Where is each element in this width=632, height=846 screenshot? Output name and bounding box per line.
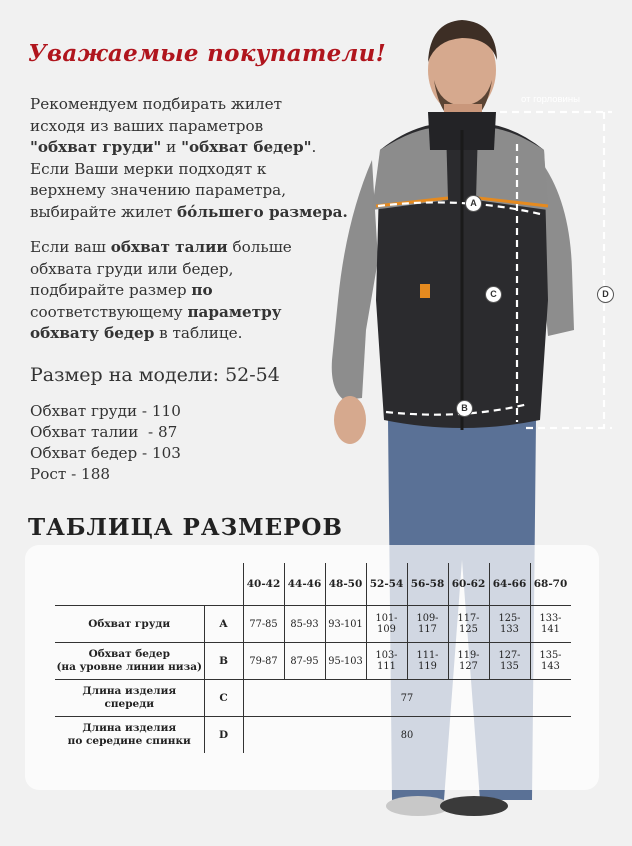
measurement-waist: Обхват талии - 87: [30, 423, 178, 441]
neck-label: от горловины: [521, 94, 580, 105]
header-empty: [55, 563, 204, 606]
row-param: Длина изделия по середине спинки: [55, 717, 204, 754]
table-cell: 119-127: [448, 643, 489, 680]
table-cell: 77: [243, 680, 571, 717]
size-header: 44-46: [284, 563, 325, 606]
intro-line: Если Ваши мерки подходят к: [30, 159, 267, 178]
size-header: 56-58: [407, 563, 448, 606]
size-table-title: ТАБЛИЦА РАЗМЕРОВ: [28, 514, 343, 541]
waist-text: Если ваш: [30, 238, 111, 256]
table-cell: 77-85: [243, 606, 284, 643]
intro-paragraph: [30, 94, 360, 223]
row-letter: B: [204, 643, 243, 680]
waist-bold: обхвату бедер: [30, 324, 155, 342]
table-cell: 109-117: [407, 606, 448, 643]
waist-bold: по: [191, 281, 213, 299]
table-cell: 80: [243, 717, 571, 754]
size-header: 64-66: [489, 563, 530, 606]
waist-bold: параметру: [187, 302, 282, 321]
bigger-size: бóльшего размера.: [176, 202, 348, 221]
waist-line: обхвата груди или бедер,: [30, 259, 234, 278]
table-cell: 127-135: [489, 643, 530, 680]
waist-paragraph: [30, 237, 340, 345]
waist-line: [30, 237, 340, 259]
table-cell: 135-143: [530, 643, 571, 680]
measurement-hips: Обхват бедер - 103: [30, 444, 181, 462]
marker-d: D: [597, 286, 614, 303]
size-header: 60-62: [448, 563, 489, 606]
row-param: Обхват груди: [55, 606, 204, 643]
row-letter: A: [204, 606, 243, 643]
table-row-chest: [55, 606, 571, 643]
table-cell: 111-119: [407, 643, 448, 680]
table-cell: 93-101: [325, 606, 366, 643]
waist-param: обхват талии: [110, 238, 228, 256]
size-header: 52-54: [366, 563, 407, 606]
table-cell: 85-93: [284, 606, 325, 643]
hip-param: "обхват бедер": [181, 138, 312, 156]
waist-text: подбирайте размер: [30, 281, 192, 299]
row-letter: C: [204, 680, 243, 717]
waist-line: [30, 280, 340, 302]
model-measurements: [30, 401, 181, 485]
waist-line: [30, 323, 340, 345]
size-header: 68-70: [530, 563, 571, 606]
row-letter: D: [204, 717, 243, 754]
table-row-hips: [55, 643, 571, 680]
table-row-front-length: [55, 680, 571, 717]
table-cell: 95-103: [325, 643, 366, 680]
table-cell: 87-95: [284, 643, 325, 680]
table-cell: 101-109: [366, 606, 407, 643]
conjunction: и: [161, 138, 182, 156]
intro-line: исходя из ваших параметров: [30, 116, 264, 135]
table-cell: 133-141: [530, 606, 571, 643]
marker-a: A: [465, 195, 482, 212]
waist-line: [30, 302, 340, 324]
size-header: 48-50: [325, 563, 366, 606]
intro-line: верхнему значению параметра,: [30, 181, 287, 199]
marker-b: B: [456, 400, 473, 417]
table-cell: 125-133: [489, 606, 530, 643]
page-heading: Уважаемые покупатели!: [28, 40, 387, 67]
row-param: Длина изделия спереди: [55, 680, 204, 717]
table-cell: 117-125: [448, 606, 489, 643]
chest-param: "обхват груди": [30, 138, 162, 156]
intro-line: [30, 202, 360, 224]
table-cell: 103-111: [366, 643, 407, 680]
marker-c: C: [485, 286, 502, 303]
header-empty: [204, 563, 243, 606]
row-param: Обхват бедер (на уровне линии низа): [55, 643, 204, 680]
table-cell: 79-87: [243, 643, 284, 680]
waist-text: в таблице.: [154, 324, 243, 342]
measurement-chest: Обхват груди - 110: [30, 402, 181, 420]
intro-text: выбирайте жилет: [30, 202, 177, 221]
table-row-back-length: [55, 717, 571, 754]
size-table: [55, 563, 571, 753]
intro-line: [30, 137, 360, 159]
size-header: 40-42: [243, 563, 284, 606]
waist-text: соответствующему: [30, 302, 188, 321]
waist-text: больше: [227, 238, 292, 256]
measurement-height: Рост - 188: [30, 465, 111, 483]
period: .: [311, 138, 317, 156]
model-size: Размер на модели: 52-54: [30, 364, 280, 386]
intro-line: Рекомендуем подбирать жилет: [30, 95, 282, 113]
size-header-row: [55, 563, 571, 606]
